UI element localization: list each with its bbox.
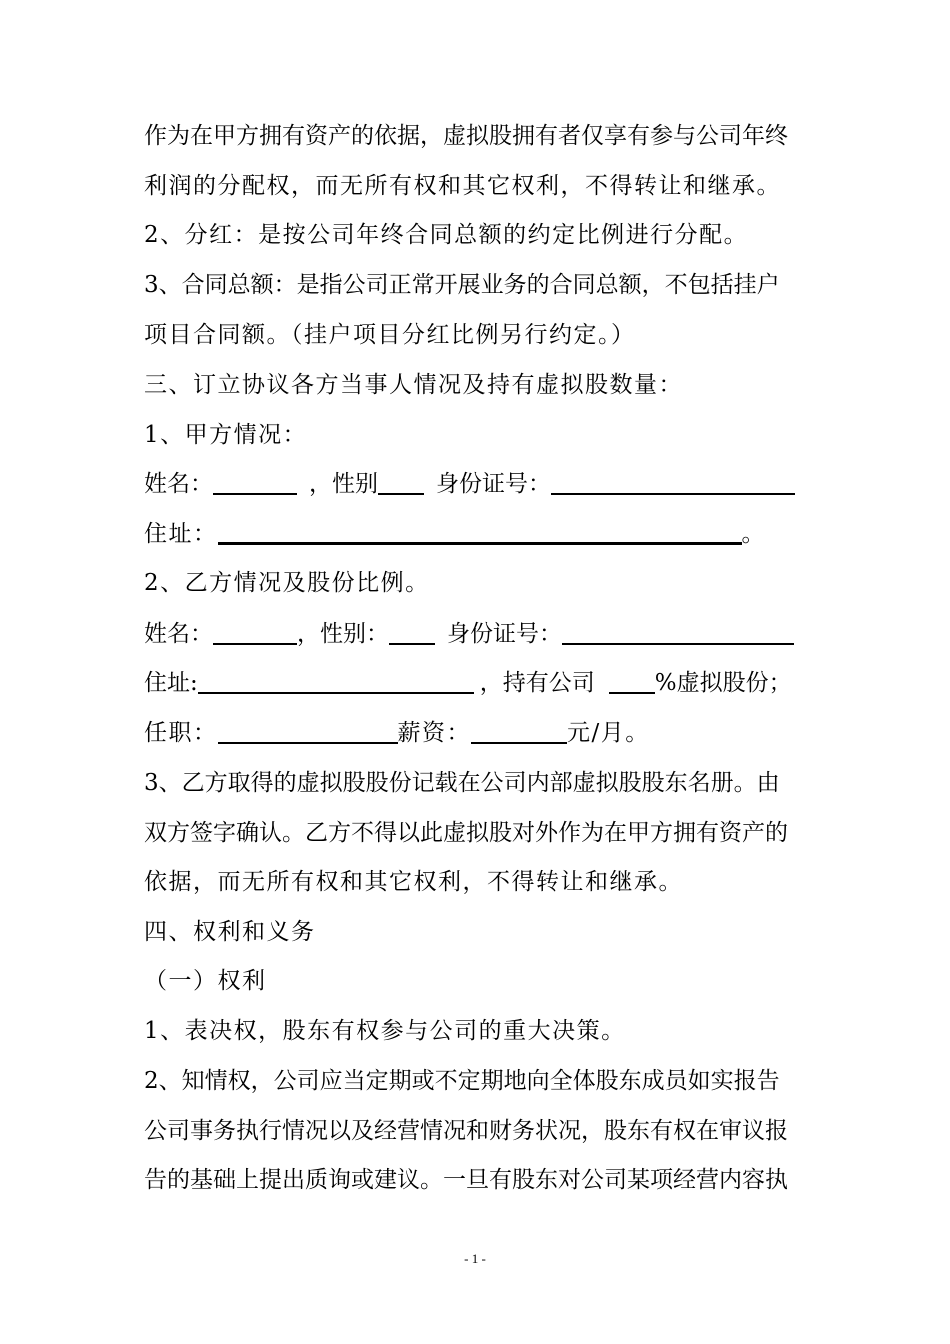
percent-blank[interactable] xyxy=(609,670,655,694)
paragraph-line: 利润的分配权，而无所有权和其它权利，不得转让和继承。 xyxy=(144,173,781,199)
paragraph-line: 作为在甲方拥有资产的依据，虚拟股拥有者仅享有参与公司年终 xyxy=(144,123,788,149)
id-blank[interactable] xyxy=(562,621,794,645)
id-label: 身份证号： xyxy=(447,621,562,647)
name-label: 姓名： xyxy=(144,621,213,647)
subsection-heading: 1、甲方情况： xyxy=(144,422,308,448)
position-label: 任职： xyxy=(144,720,218,746)
gender-blank[interactable] xyxy=(378,471,424,495)
name-blank[interactable] xyxy=(213,471,297,495)
section-heading: 四、权利和义务 xyxy=(144,919,316,945)
name-label: 姓名： xyxy=(144,471,213,497)
salary-label: 薪资： xyxy=(397,720,471,746)
holds-label: ，持有公司 xyxy=(479,670,595,696)
party-b-address-row xyxy=(144,668,792,698)
paragraph-line: 2、分红：是按公司年终合同总额的约定比例进行分配。 xyxy=(144,222,749,248)
paragraph-line: 项目合同额。（挂户项目分红比例另行约定。） xyxy=(144,322,636,348)
paragraph-line: 告的基础上提出质询或建议。一旦有股东对公司某项经营内容执 xyxy=(144,1167,788,1193)
paragraph-line: 3、合同总额：是指公司正常开展业务的合同总额，不包括挂户 xyxy=(144,272,780,298)
id-label: 身份证号： xyxy=(436,471,551,497)
salary-unit: 元/月。 xyxy=(567,720,650,746)
paragraph-line: 2、知情权，公司应当定期或不定期地向全体股东成员如实报告 xyxy=(144,1068,780,1094)
party-b-job-row xyxy=(144,718,650,748)
paragraph-line: 1、表决权，股东有权参与公司的重大决策。 xyxy=(144,1018,626,1044)
subsection-heading: （一）权利 xyxy=(144,968,267,994)
paragraph-line: 公司事务执行情况以及经营情况和财务状况，股东有权在审议报 xyxy=(144,1118,788,1144)
name-blank[interactable] xyxy=(213,621,297,645)
gender-blank[interactable] xyxy=(389,621,435,645)
address-label: 住址： xyxy=(144,521,218,547)
position-blank[interactable] xyxy=(218,720,398,744)
address-blank[interactable] xyxy=(198,670,474,694)
salary-blank[interactable] xyxy=(471,720,567,744)
percent-label: %虚拟股份； xyxy=(654,670,792,696)
party-a-address-row xyxy=(144,519,766,549)
page-number: - 1 - xyxy=(464,1251,486,1266)
id-blank[interactable] xyxy=(551,471,795,495)
address-label: 住址: xyxy=(144,670,198,696)
gender-label: ，性别： xyxy=(297,621,389,647)
address-end: 。 xyxy=(741,521,766,547)
paragraph-line: 依据，而无所有权和其它权利，不得转让和继承。 xyxy=(144,869,683,895)
subsection-heading: 2、乙方情况及股份比例。 xyxy=(144,570,430,596)
address-blank[interactable] xyxy=(218,520,742,545)
gender-label: ，性别 xyxy=(309,471,378,497)
party-a-name-row xyxy=(144,469,795,499)
party-b-name-row xyxy=(144,619,794,649)
paragraph-line: 双方签字确认。乙方不得以此虚拟股对外作为在甲方拥有资产的 xyxy=(144,820,788,846)
section-heading: 三、订立协议各方当事人情况及持有虚拟股数量： xyxy=(144,372,683,398)
paragraph-line: 3、乙方取得的虚拟股股份记载在公司内部虚拟股股东名册。由 xyxy=(144,770,780,796)
